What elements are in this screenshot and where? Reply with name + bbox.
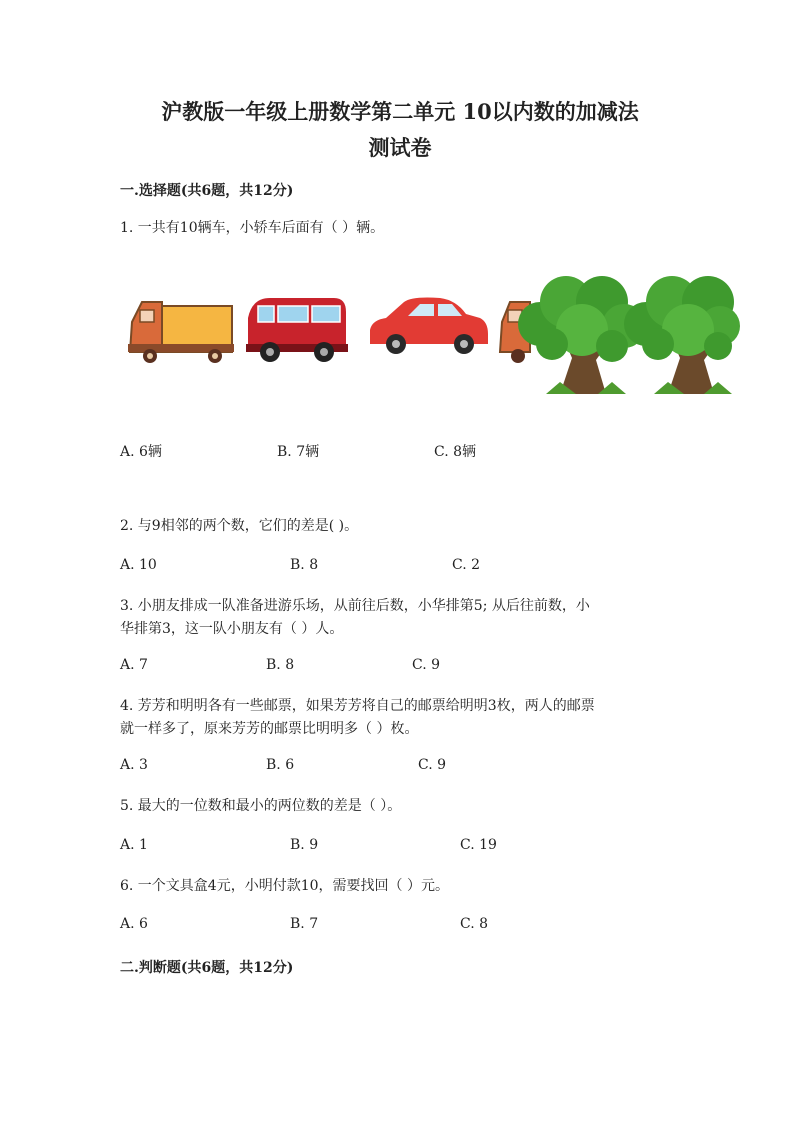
title-line-1: 沪教版一年级上册数学第二单元 10以内数的加减法 <box>161 99 639 124</box>
q6-option-c[interactable]: C. 8 <box>460 916 489 932</box>
q4-option-c[interactable]: C. 9 <box>418 757 447 773</box>
q5-option-c[interactable]: C. 19 <box>460 837 497 853</box>
q5-option-b[interactable]: B. 9 <box>290 837 319 853</box>
q3-option-a[interactable]: A. 7 <box>120 657 148 673</box>
title-line-2: 测试卷 <box>368 135 432 160</box>
question-5-text: 5. 最大的一位数和最小的两位数的差是（ ）。 <box>120 798 402 814</box>
q4-option-b[interactable]: B. 6 <box>266 757 295 773</box>
q5-option-a[interactable]: A. 1 <box>120 837 148 853</box>
q6-option-a[interactable]: A. 6 <box>120 916 148 932</box>
q2-option-a[interactable]: A. 10 <box>120 557 157 573</box>
truck-icon <box>128 302 234 363</box>
section-judgement-heading: 二.判断题(共6题，共12分) <box>120 960 294 976</box>
q1-option-a[interactable]: A. 6辆 <box>120 444 162 460</box>
vehicles-picture <box>120 268 740 408</box>
q3-option-b[interactable]: B. 8 <box>266 657 295 673</box>
q4-option-a[interactable]: A. 3 <box>120 757 148 773</box>
van-icon <box>246 298 348 362</box>
car-icon <box>370 298 488 355</box>
tree-icon <box>518 276 646 394</box>
question-6-text: 6. 一个文具盒4元，小明付款10，需要找回（ ）元。 <box>120 878 449 894</box>
question-3-line-1: 3. 小朋友排成一队准备进游乐场，从前往后数，小华排第5; 从后往前数，小 <box>120 598 590 614</box>
tree-icon <box>624 276 740 394</box>
q2-option-b[interactable]: B. 8 <box>290 557 319 573</box>
section-choice-heading: 一.选择题(共6题，共12分) <box>120 183 294 199</box>
q6-option-b[interactable]: B. 7 <box>290 916 319 932</box>
q2-option-c[interactable]: C. 2 <box>452 557 481 573</box>
q1-option-b[interactable]: B. 7辆 <box>277 444 320 460</box>
question-4-line-2: 就一样多了，原来芳芳的邮票比明明多（ ）枚。 <box>120 721 419 737</box>
question-2-text: 2. 与9相邻的两个数，它们的差是( )。 <box>120 518 359 534</box>
question-4-line-1: 4. 芳芳和明明各有一些邮票，如果芳芳将自己的邮票给明明3枚，两人的邮票 <box>120 698 595 714</box>
q3-option-c[interactable]: C. 9 <box>412 657 441 673</box>
question-1-text: 1. 一共有10辆车，小轿车后面有（ ）辆。 <box>120 220 385 236</box>
q1-option-c[interactable]: C. 8辆 <box>434 444 477 460</box>
question-3-line-2: 华排第3，这一队小朋友有（ ）人。 <box>120 621 344 637</box>
